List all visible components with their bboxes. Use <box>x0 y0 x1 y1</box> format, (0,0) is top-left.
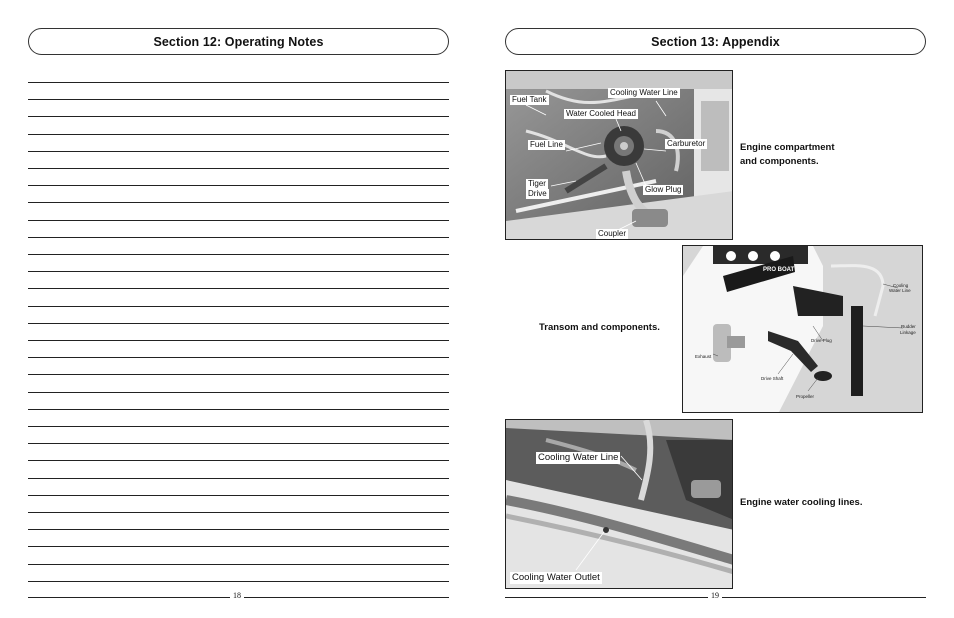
label-linkage: Linkage <box>900 330 916 335</box>
note-line <box>28 512 449 513</box>
note-line <box>28 460 449 461</box>
label-water-cooled-head: Water Cooled Head <box>566 109 636 118</box>
note-line <box>28 357 449 358</box>
note-line <box>28 564 449 565</box>
label-exhaust: Exhaust <box>695 354 712 359</box>
note-line <box>28 478 449 479</box>
note-line <box>28 99 449 100</box>
label-cooling-water-outlet: Cooling Water Outlet <box>512 572 600 583</box>
note-line <box>28 443 449 444</box>
page-number-left: 18 <box>230 591 244 600</box>
cooling-lines-photo <box>505 419 733 589</box>
brand-logo: PRO BOAT <box>763 267 795 273</box>
note-line <box>28 185 449 186</box>
note-line <box>28 409 449 410</box>
caption-line-1: Engine compartment <box>740 142 835 153</box>
label-propeller: Propeller <box>796 394 815 399</box>
note-line <box>28 254 449 255</box>
page-number-right: 19 <box>708 591 722 600</box>
note-line <box>28 495 449 496</box>
page-title-operating-notes: Section 12: Operating Notes <box>28 28 449 55</box>
cooling-lines-illustration <box>506 420 733 589</box>
label-fuel-line: Fuel Line <box>530 140 563 149</box>
note-line <box>28 220 449 221</box>
label-tiger: Tiger <box>528 179 546 188</box>
note-line <box>28 202 449 203</box>
label-drive-shaft: Drive Shaft <box>761 376 784 381</box>
note-line <box>28 271 449 272</box>
note-line <box>28 546 449 547</box>
transom-illustration <box>683 246 923 413</box>
note-line <box>28 116 449 117</box>
note-line <box>28 151 449 152</box>
page-title-appendix: Section 13: Appendix <box>505 28 926 55</box>
transom-photo <box>682 245 923 413</box>
note-line <box>28 306 449 307</box>
note-line <box>28 374 449 375</box>
note-line <box>28 134 449 135</box>
label-water-line: Water Line <box>889 288 911 293</box>
note-line <box>28 426 449 427</box>
caption-transom: Transom and components. <box>539 322 660 333</box>
label-glow-plug: Glow Plug <box>645 185 682 194</box>
note-line <box>28 392 449 393</box>
note-line <box>28 288 449 289</box>
label-fuel-tank: Fuel Tank <box>512 95 547 104</box>
caption-engine-compartment <box>740 141 835 169</box>
note-line <box>28 237 449 238</box>
note-line <box>28 82 449 83</box>
caption-line-2: and components. <box>740 156 819 167</box>
note-line <box>28 581 449 582</box>
label-cooling-water-line: Cooling Water Line <box>538 452 619 463</box>
label-drive-plug: Drive Plug <box>811 338 832 343</box>
label-carburetor: Carburetor <box>667 139 706 148</box>
note-line <box>28 340 449 341</box>
label-coupler: Coupler <box>598 229 627 238</box>
note-line <box>28 323 449 324</box>
note-line <box>28 168 449 169</box>
engine-compartment-photo <box>505 70 733 240</box>
label-cooling-water-line: Cooling Water Line <box>610 88 678 97</box>
label-drive: Drive <box>528 189 547 198</box>
label-rudder: Rudder <box>901 324 916 329</box>
note-line <box>28 529 449 530</box>
caption-cooling-lines: Engine water cooling lines. <box>740 497 863 508</box>
label-cooling: Cooling <box>893 283 909 288</box>
